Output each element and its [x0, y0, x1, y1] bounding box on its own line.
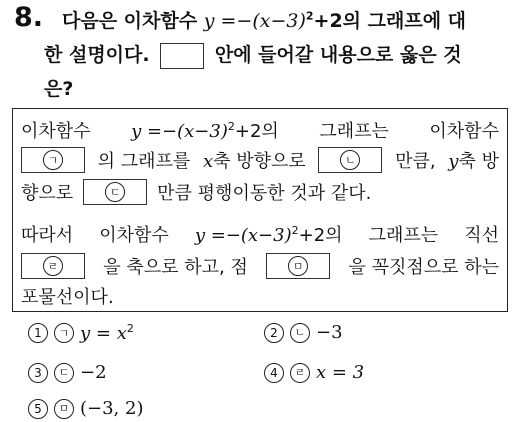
box-text: +2의 [298, 225, 343, 246]
box-text: +2의 [234, 121, 279, 142]
box-text: 을 꼭짓점으로 하는 [348, 257, 499, 278]
blank-marker-2 [318, 147, 382, 173]
choice-text: y = x [80, 323, 127, 344]
box-text: 만큼, [395, 151, 436, 172]
blank-marker-4 [21, 253, 85, 279]
exponent: 2 [305, 9, 314, 23]
box-row-6: 포물선이다. [21, 287, 114, 308]
question-line-2 [44, 40, 462, 69]
question-text: +2의 그래프에 대 [313, 10, 467, 32]
box-row-3 [21, 177, 499, 207]
box-text: 만큼 평행이동한 것과 같다. [157, 183, 372, 204]
choice-number: 4 [264, 363, 284, 383]
choice-text: x = 3 [316, 362, 365, 383]
box-text: 의 그래프를 [97, 151, 191, 172]
choice-number: 3 [28, 363, 48, 383]
box-row-5 [21, 251, 499, 281]
exponent: 2 [291, 224, 299, 237]
choice-text: −2 [80, 362, 107, 383]
box-text: 그래프는 [368, 225, 439, 246]
choice-number: 1 [28, 323, 48, 343]
choice-text: −3 [316, 322, 343, 343]
choice-3[interactable] [28, 362, 107, 383]
question-line-3: 은? [44, 78, 74, 100]
box-text: 축 방 [458, 151, 499, 172]
choice-number: 5 [28, 399, 48, 419]
blank-box [160, 43, 204, 69]
exponent: 2 [227, 120, 235, 133]
formula: y =−(x−3) [194, 225, 292, 246]
question-text: 한 설명이다. [44, 44, 150, 66]
box-text: 그래프는 [319, 121, 389, 142]
box-text: 을 축으로 하고, 점 [103, 257, 248, 278]
circled-marker: ㄷ [105, 182, 125, 202]
question-text: 다음은 이차함수 [62, 10, 198, 32]
box-row-1 [21, 115, 499, 145]
circled-marker: ㅁ [54, 399, 74, 419]
blank-marker-3 [83, 179, 147, 205]
choice-1[interactable] [28, 322, 134, 344]
choice-5[interactable] [28, 398, 143, 419]
blank-marker-5 [266, 253, 330, 279]
choice-text: (−3, 2) [80, 398, 144, 419]
circled-marker: ㅁ [288, 256, 308, 276]
circled-marker: ㄹ [43, 256, 63, 276]
box-row-4 [21, 219, 499, 249]
question-line-1 [62, 6, 466, 33]
explanation-box [12, 108, 508, 312]
box-text: 이차함수 [429, 121, 499, 142]
formula: y =−(x−3) [203, 10, 306, 32]
question-number: 8. [14, 2, 44, 33]
circled-marker: ㄹ [290, 363, 310, 383]
box-text: 따라서 [21, 225, 74, 246]
question-text: 안에 들어갈 내용으로 옳은 것 [214, 44, 462, 66]
box-text: 축 방향으로 [213, 151, 306, 172]
box-text: 직선 [464, 225, 499, 246]
choice-number: 2 [264, 323, 284, 343]
circled-marker: ㄱ [54, 323, 74, 343]
circled-marker: ㄷ [54, 363, 74, 383]
variable: x [202, 151, 214, 172]
box-text: 향으로 [21, 183, 74, 204]
circled-marker: ㄱ [43, 150, 63, 170]
formula: y =−(x−3) [131, 121, 228, 142]
box-row-2 [21, 145, 499, 175]
choice-4[interactable] [264, 362, 364, 383]
box-text: 이차함수 [21, 121, 91, 142]
circled-marker: ㄴ [340, 150, 360, 170]
blank-marker-1 [21, 147, 85, 173]
variable: y [448, 151, 459, 172]
box-text: 이차함수 [99, 225, 169, 246]
choice-2[interactable] [264, 322, 343, 343]
circled-marker: ㄴ [290, 323, 310, 343]
exponent: 2 [126, 322, 134, 335]
